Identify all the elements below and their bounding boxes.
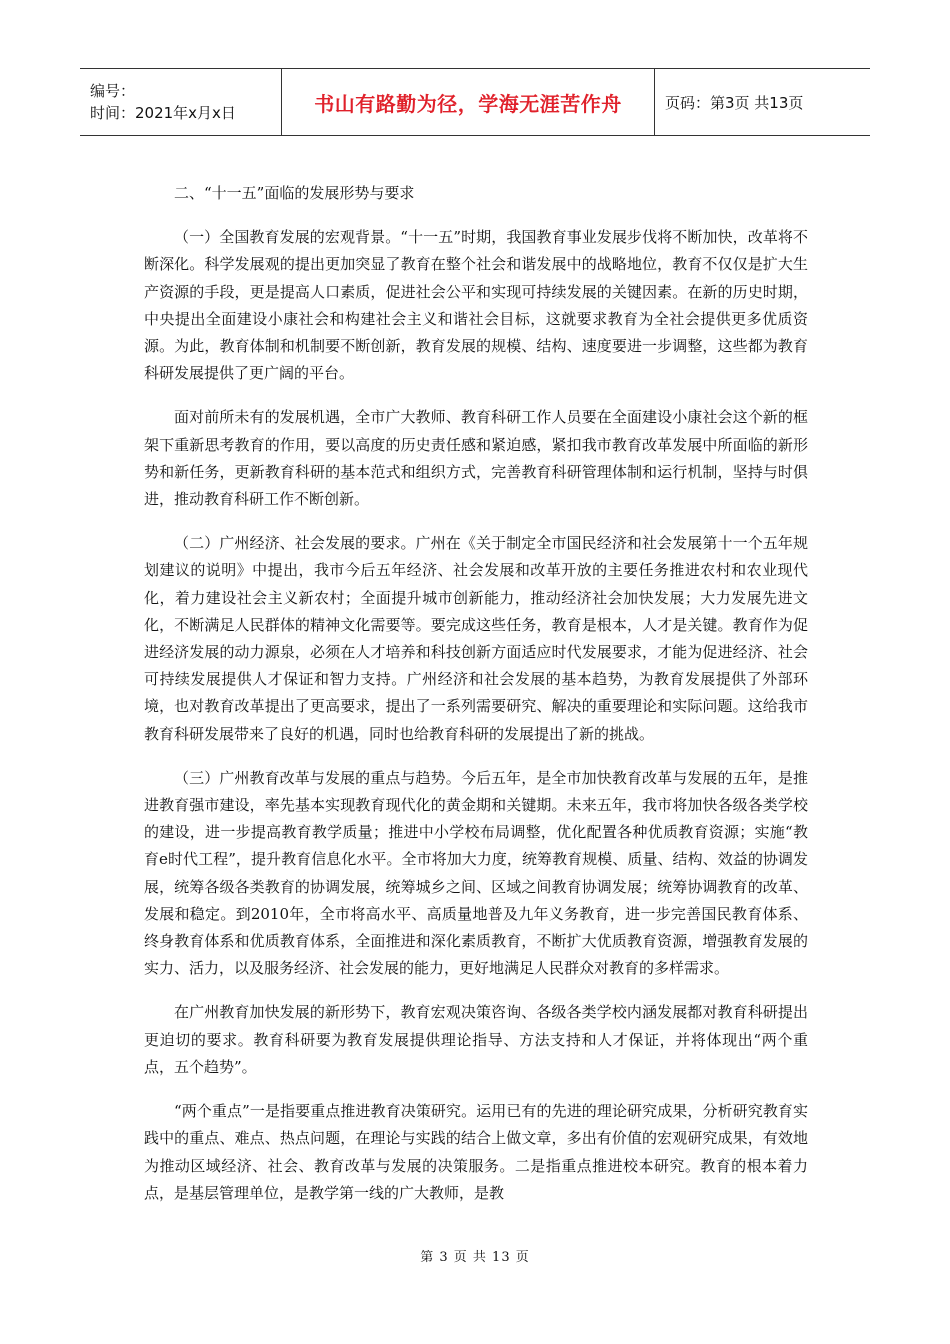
header-meta (80, 69, 282, 135)
page-header (80, 68, 870, 136)
header-motto: 书山有路勤为径，学海无涯苦作舟 (314, 91, 622, 116)
header-motto-cell (282, 69, 655, 135)
paragraph-national-background: （一）全国教育发展的宏观背景。“十一五”时期，我国教育事业发展步伐将不断加快，改革将不断深化。科学发展观的提出更加突显了教育在整个社会和谐发展中的战略地位，教育不仅仅是扩大生产资源的手段，更是提高人口素质，促进社会公平和实现可持续发展的关键因素。在新的历史时期，中央提出全面建设小康社会和构建社会主义和谐社会目标，这就要求教育为全社会提供更多优质资源。为此，教育体制和机制要不断创新，教育发展的规模、结构、速度要进一步调整，这些都为教育科研发展提供了更广阔的平台。 (144, 228, 808, 383)
paragraph-opportunity: 面对前所未有的发展机遇，全市广大教师、教育科研工作人员要在全面建设小康社会这个新的框架下重新思考教育的作用，要以高度的历史责任感和紧迫感，紧扣我市教育改革发展中所面临的新形势和新任务，更新教育科研的基本范式和组织方式，完善教育科研管理体制和运行机制，坚持与时俱进，推动教育科研工作不断创新。 (144, 408, 808, 509)
document-date: 时间：2021年x月x日 (90, 104, 236, 122)
section-title: 二、“十一五”面临的发展形势与要求 (174, 184, 415, 202)
paragraph-guangzhou-economy: （二）广州经济、社会发展的要求。广州在《关于制定全市国民经济和社会发展第十一个五年规划建议的说明》中提出，我市今后五年经济、社会发展和改革开放的主要任务推进农村和农业现代化，着力建设社会主义新农村；全面提升城市创新能力，推动经济社会加快发展；大力发展先进文化，不断满足人民群体的精神文化需要等。要完成这些任务，教育是根本，人才是关键。教育作为促进经济发展的动力源泉，必须在人才培养和科技创新方面适应时代发展要求，才能为促进经济、社会可持续发展提供人才保证和智力支持。广州经济和社会发展的基本趋势，为教育发展提供了外部环境，也对教育改革提出了更高要求，提出了一系列需要研究、解决的重要理论和实际问题。这给我市教育科研发展带来了良好的机遇，同时也给教育科研的发展提出了新的挑战。 (144, 534, 808, 743)
page-footer: 第 3 页 共 13 页 (420, 1250, 530, 1265)
paragraph-new-situation: 在广州教育加快发展的新形势下，教育宏观决策咨询、各级各类学校内涵发展都对教育科研提出更迫切的要求。教育科研要为教育发展提供理论指导、方法支持和人才保证，并将体现出“两个重点，五个趋势”。 (144, 1003, 808, 1076)
paragraph-two-priorities: “两个重点”一是指要重点推进教育决策研究。运用已有的先进的理论研究成果，分析研究教育实践中的重点、难点、热点问题，在理论与实践的结合上做文章，多出有价值的宏观研究成果，有效地为推动区域经济、社会、教育改革与发展的决策服务。二是指重点推进校本研究。教育的根本着力点，是基层管理单位，是教学第一线的广大教师，是教 (144, 1102, 808, 1202)
document-body (144, 180, 808, 1224)
header-page-cell (655, 69, 870, 135)
document-number: 编号： (90, 82, 136, 100)
header-page-number: 页码：第3页 共13页 (665, 93, 804, 112)
paragraph-guangzhou-education: （三）广州教育改革与发展的重点与趋势。今后五年，是全市加快教育改革与发展的五年，是推进教育强市建设，率先基本实现教育现代化的黄金期和关键期。未来五年，我市将加快各级各类学校的建设，进一步提高教育教学质量；推进中小学校布局调整，优化配置各种优质教育资源；实施“教育e时代工程”，提升教育信息化水平。全市将加大力度，统筹教育规模、质量、结构、效益的协调发展，统筹各级各类教育的协调发展，统筹城乡之间、区域之间教育协调发展；统筹协调教育的改革、发展和稳定。到2010年，全市将高水平、高质量地普及九年义务教育，进一步完善国民教育体系、终身教育体系和优质教育体系，全面推进和深化素质教育，不断扩大优质教育资源，增强教育发展的实力、活力，以及服务经济、社会发展的能力，更好地满足人民群众对教育的多样需求。 (144, 768, 808, 978)
